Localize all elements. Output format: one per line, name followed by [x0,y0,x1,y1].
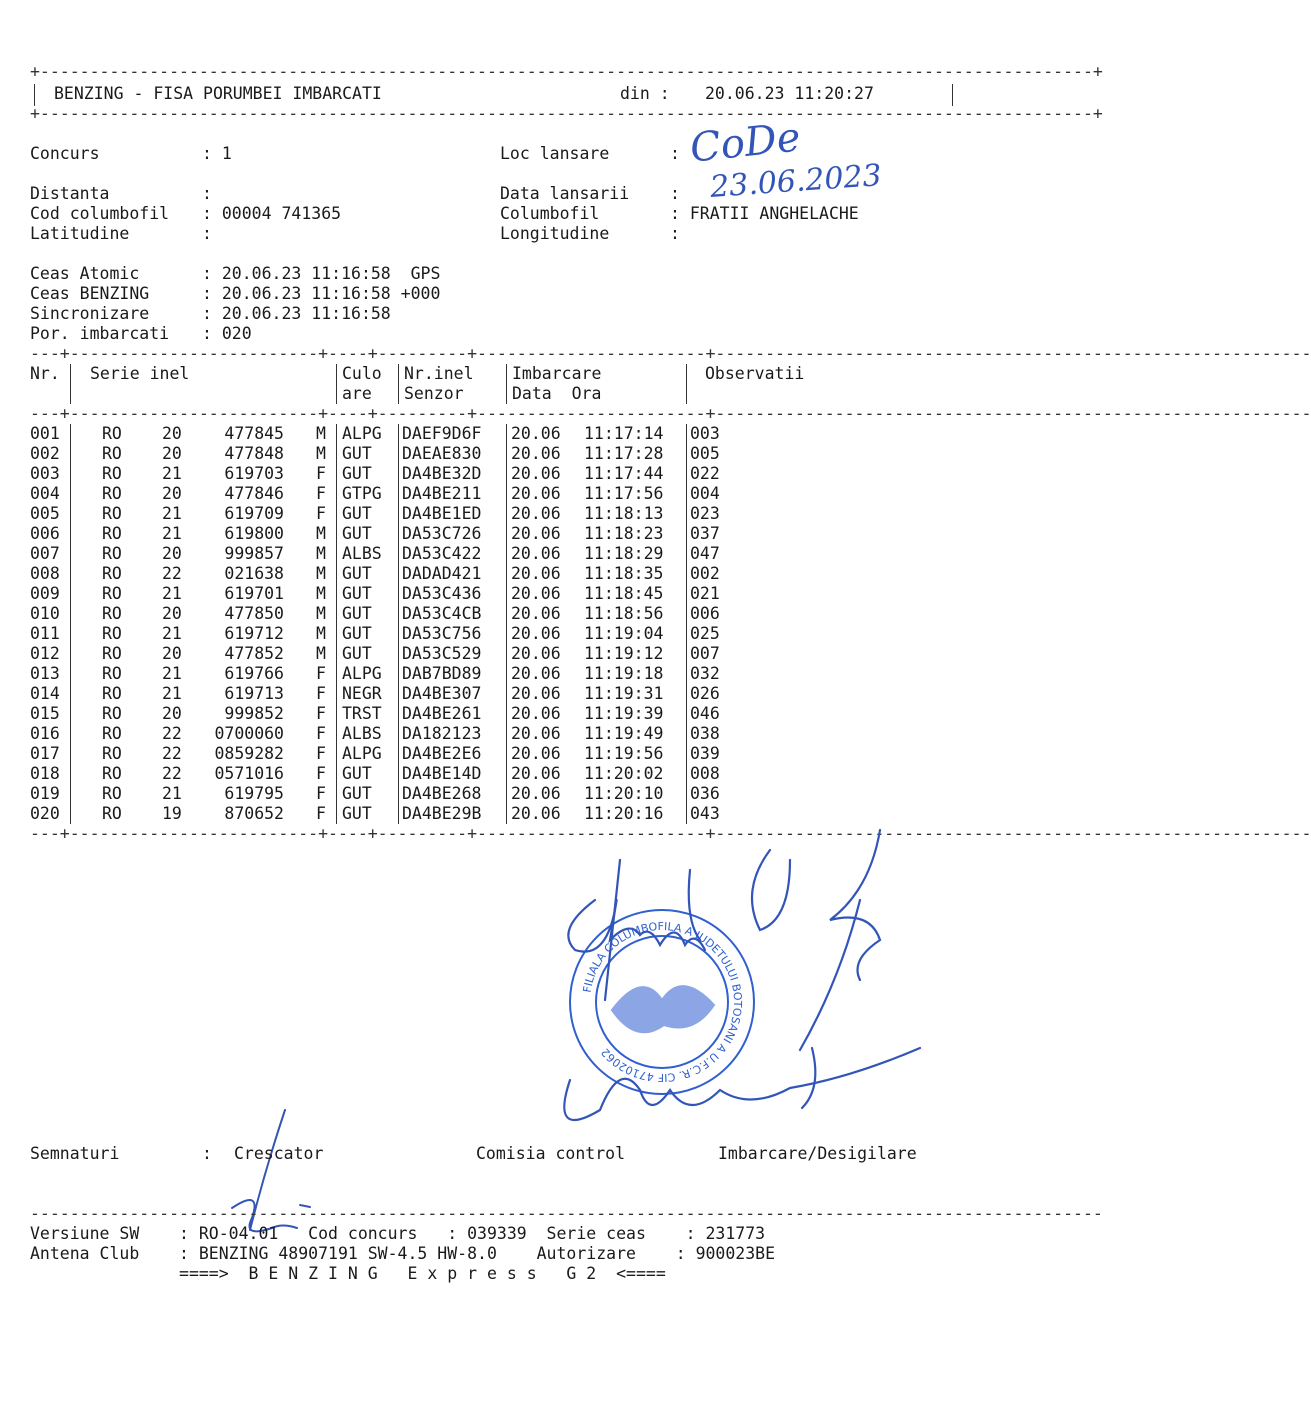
cell-inel: 477850 [224,604,284,623]
sincronizare-label: Sincronizare [30,304,150,323]
cell-senzor: DA4BE32D [402,464,482,483]
cell-tara: RO [102,444,122,463]
por-imbarcati-value: : 020 [202,324,252,343]
cell-tara: RO [102,804,122,823]
cell-obs: 043 [690,804,720,823]
cell-obs: 038 [690,724,720,743]
concurs-label: Concurs [30,144,100,163]
cell-cul: GUT [342,564,372,583]
cell-an: 19 [162,804,182,823]
concurs-value: : 1 [202,144,232,163]
cell-an: 21 [162,524,182,543]
cell-an: 20 [162,484,182,503]
cell-cul: GTPG [342,484,382,503]
cell-tara: RO [102,604,122,623]
cell-ora: 11:18:56 [584,604,664,623]
cell-senzor: DA4BE1ED [402,504,482,523]
cell-sex: M [316,644,326,663]
cell-obs: 021 [690,584,720,603]
cell-cul: GUT [342,524,372,543]
cell-ora: 11:19:04 [584,624,664,643]
stamp-dove-icon [612,986,714,1032]
por-imbarcati-label: Por. imbarcati [30,324,170,343]
cell-data: 20.06 [511,724,561,743]
cell-an: 21 [162,584,182,603]
cell-data: 20.06 [511,524,561,543]
cell-an: 21 [162,684,182,703]
cell-cul: GUT [342,584,372,603]
cell-ora: 11:19:31 [584,684,664,703]
cell-obs: 026 [690,684,720,703]
handwritten-loc-lansare: CoDe [687,114,803,172]
cell-nr: 017 [30,744,60,763]
cod-columbofil-label: Cod columbofil [30,204,170,223]
header-date-value: 20.06.23 11:20:27 [705,84,874,103]
cell-obs: 008 [690,764,720,783]
cell-an: 21 [162,464,182,483]
cell-nr: 013 [30,664,60,683]
cell-nr: 012 [30,644,60,663]
data-lansarii-label: Data lansarii [500,184,630,203]
cell-ora: 11:17:14 [584,424,664,443]
cell-tara: RO [102,664,122,683]
loc-lansare-label: Loc lansare [500,144,610,163]
cell-cul: GUT [342,444,372,463]
imbarcare-desigilare-label: Imbarcare/Desigilare [718,1144,917,1163]
cell-senzor: DA53C726 [402,524,482,543]
cell-senzor: DA4BE2E6 [402,744,482,763]
cell-senzor: DA4BE307 [402,684,482,703]
semnaturi-label: Semnaturi [30,1144,120,1163]
cell-cul: ALBS [342,724,382,743]
cell-senzor: DAEAE830 [402,444,482,463]
cell-sex: M [316,424,326,443]
cell-obs: 036 [690,784,720,803]
cell-tara: RO [102,524,122,543]
cell-cul: GUT [342,464,372,483]
cell-tara: RO [102,424,122,443]
cell-an: 22 [162,764,182,783]
handwritten-data-lansarii: 23.06.2023 [708,158,883,205]
cell-data: 20.06 [511,744,561,763]
cell-senzor: DAB7BD89 [402,664,482,683]
cell-data: 20.06 [511,804,561,823]
longitudine-value: : [670,224,680,243]
cell-tara: RO [102,764,122,783]
cell-tara: RO [102,704,122,723]
cell-senzor: DA4BE268 [402,784,482,803]
cell-data: 20.06 [511,544,561,563]
cell-an: 21 [162,504,182,523]
cell-nr: 004 [30,484,60,503]
cell-obs: 002 [690,564,720,583]
commission-signature-icon [564,830,920,1120]
cell-nr: 018 [30,764,60,783]
cell-ora: 11:20:16 [584,804,664,823]
stamp-graphic [570,910,754,1094]
cell-data: 20.06 [511,704,561,723]
distanta-label: Distanta [30,184,110,203]
cell-sex: F [316,484,326,503]
header-serie-inel: Serie inel [90,364,190,383]
cell-cul: GUT [342,784,372,803]
cell-nr: 016 [30,724,60,743]
cell-an: 20 [162,424,182,443]
cell-inel: 619712 [224,624,284,643]
header-imbarcare-1: Imbarcare [512,364,602,383]
cell-tara: RO [102,544,122,563]
cell-sex: F [316,664,326,683]
cell-data: 20.06 [511,444,561,463]
cell-sex: F [316,504,326,523]
table-rule-bottom: ---+-------------------------+----+---------+-----------------------+------------------------------------------------------------ [30,824,1311,843]
cell-ora: 11:19:49 [584,724,664,743]
cell-inel: 619766 [224,664,284,683]
cell-cul: GUT [342,764,372,783]
cell-an: 20 [162,444,182,463]
cell-senzor: DA53C529 [402,644,482,663]
cell-cul: ALBS [342,544,382,563]
cell-inel: 477846 [224,484,284,503]
cell-senzor: DA53C436 [402,584,482,603]
header-culoare-1: Culo [342,364,382,383]
cell-data: 20.06 [511,424,561,443]
cell-data: 20.06 [511,664,561,683]
cell-tara: RO [102,644,122,663]
cell-tara: RO [102,484,122,503]
columbofil-value: : FRATII ANGHELACHE [670,204,859,223]
ceas-benzing-label: Ceas BENZING [30,284,150,303]
cell-obs: 025 [690,624,720,643]
cell-nr: 011 [30,624,60,643]
cell-data: 20.06 [511,624,561,643]
cell-ora: 11:18:45 [584,584,664,603]
table-rule-header: ---+-------------------------+----+---------+-----------------------+------------------------------------------------------------ [30,404,1311,423]
cell-sex: F [316,784,326,803]
cell-ora: 11:18:35 [584,564,664,583]
cell-ora: 11:18:29 [584,544,664,563]
cell-data: 20.06 [511,604,561,623]
cell-inel: 619713 [224,684,284,703]
cell-cul: ALPG [342,744,382,763]
cell-an: 20 [162,644,182,663]
cell-inel: 021638 [224,564,284,583]
cell-inel: 0571016 [214,764,284,783]
header-imbarcare-2: Data Ora [512,384,602,403]
header-border-bottom: +----------------------------------------------------------------------------------------------------------+ [30,104,1103,123]
table-rule-top: ---+-------------------------+----+---------+-----------------------+------------------------------------------------------------ [30,344,1311,363]
cell-tara: RO [102,684,122,703]
cell-tara: RO [102,624,122,643]
cell-cul: GUT [342,644,372,663]
cell-senzor: DA182123 [402,724,482,743]
cell-ora: 11:18:23 [584,524,664,543]
cell-data: 20.06 [511,464,561,483]
cell-obs: 007 [690,644,720,663]
header-inel-2: Senzor [404,384,464,403]
cell-tara: RO [102,724,122,743]
stamp-text: FILIALA COLUMBOFILA A JUDETULUI BOTOSANI A U.F.C.R. CIF 47102062 [580,919,745,1085]
cell-obs: 046 [690,704,720,723]
cell-data: 20.06 [511,764,561,783]
cell-sex: M [316,584,326,603]
cell-ora: 11:19:39 [584,704,664,723]
cell-ora: 11:19:56 [584,744,664,763]
cell-an: 21 [162,624,182,643]
cell-inel: 999857 [224,544,284,563]
cell-inel: 619800 [224,524,284,543]
cell-data: 20.06 [511,584,561,603]
cell-inel: 619795 [224,784,284,803]
cell-sex: M [316,604,326,623]
footer-versiune-line: Versiune SW : RO-04.01 Cod concurs : 039339 Serie ceas : 231773 [30,1224,766,1243]
cell-data: 20.06 [511,684,561,703]
ceas-atomic-label: Ceas Atomic [30,264,140,283]
cell-inel: 0859282 [214,744,284,763]
cell-tara: RO [102,564,122,583]
cell-senzor: DA53C4CB [402,604,482,623]
cell-obs: 047 [690,544,720,563]
cell-senzor: DA53C422 [402,544,482,563]
cell-data: 20.06 [511,644,561,663]
cell-an: 20 [162,604,182,623]
cell-nr: 006 [30,524,60,543]
cell-obs: 023 [690,504,720,523]
footer-antena-line: Antena Club : BENZING 48907191 SW-4.5 HW-8.0 Autorizare : 900023BE [30,1244,776,1263]
cell-inel: 0700060 [214,724,284,743]
header-observatii: Observatii [705,364,805,383]
cell-data: 20.06 [511,564,561,583]
cell-ora: 11:18:13 [584,504,664,523]
cell-sex: M [316,524,326,543]
cell-senzor: DA53C756 [402,624,482,643]
cell-sex: M [316,564,326,583]
cell-nr: 008 [30,564,60,583]
cell-nr: 020 [30,804,60,823]
cell-an: 22 [162,724,182,743]
cell-sex: F [316,684,326,703]
cell-inel: 477852 [224,644,284,663]
columbofil-label: Columbofil [500,204,600,223]
cell-cul: GUT [342,604,372,623]
data-lansarii-value: : [670,184,680,203]
cell-senzor: DAEF9D6F [402,424,482,443]
distanta-value: : [202,184,212,203]
cell-nr: 005 [30,504,60,523]
ceas-atomic-value: : 20.06.23 11:16:58 GPS [202,264,441,283]
header-culoare-2: are [342,384,372,403]
cell-obs: 022 [690,464,720,483]
cell-senzor: DA4BE211 [402,484,482,503]
cell-inel: 619703 [224,464,284,483]
cell-an: 22 [162,744,182,763]
cell-cul: ALPG [342,424,382,443]
cod-columbofil-value: : 00004 741365 [202,204,342,223]
cell-sex: F [316,764,326,783]
cell-an: 20 [162,704,182,723]
cell-cul: ALPG [342,664,382,683]
cell-ora: 11:19:18 [584,664,664,683]
cell-cul: GUT [342,504,372,523]
cell-cul: GUT [342,804,372,823]
cell-data: 20.06 [511,784,561,803]
latitudine-value: : [202,224,212,243]
cell-cul: NEGR [342,684,382,703]
cell-nr: 015 [30,704,60,723]
cell-an: 20 [162,544,182,563]
cell-tara: RO [102,784,122,803]
cell-ora: 11:19:12 [584,644,664,663]
cell-senzor: DA4BE261 [402,704,482,723]
cell-nr: 009 [30,584,60,603]
cell-obs: 037 [690,524,720,543]
cell-an: 21 [162,784,182,803]
cell-sex: M [316,544,326,563]
cell-sex: M [316,444,326,463]
cell-cul: TRST [342,704,382,723]
cell-inel: 619701 [224,584,284,603]
cell-nr: 002 [30,444,60,463]
cell-an: 21 [162,664,182,683]
cell-nr: 001 [30,424,60,443]
cell-sex: F [316,744,326,763]
cell-data: 20.06 [511,504,561,523]
header-border-top: +----------------------------------------------------------------------------------------------------------+ [30,62,1103,81]
cell-senzor: DA4BE14D [402,764,482,783]
cell-nr: 014 [30,684,60,703]
cell-obs: 032 [690,664,720,683]
footer-banner: ====> B E N Z I N G E x p r e s s G 2 <==== [30,1264,666,1283]
cell-sex: F [316,724,326,743]
cell-obs: 004 [690,484,720,503]
ceas-benzing-value: : 20.06.23 11:16:58 +000 [202,284,441,303]
cell-nr: 007 [30,544,60,563]
cell-tara: RO [102,504,122,523]
sincronizare-value: : 20.06.23 11:16:58 [202,304,391,323]
cell-cul: GUT [342,624,372,643]
header-nr: Nr. [30,364,60,383]
cell-obs: 003 [690,424,720,443]
header-inel-1: Nr.inel [404,364,474,383]
cell-ora: 11:17:44 [584,464,664,483]
crescator-label: Crescator [234,1144,324,1163]
cell-tara: RO [102,744,122,763]
cell-inel: 477845 [224,424,284,443]
cell-ora: 11:20:10 [584,784,664,803]
cell-tara: RO [102,464,122,483]
cell-senzor: DADAD421 [402,564,482,583]
cell-data: 20.06 [511,484,561,503]
cell-sex: F [316,464,326,483]
cell-obs: 039 [690,744,720,763]
cell-sex: M [316,624,326,643]
latitudine-label: Latitudine [30,224,130,243]
cell-ora: 11:17:56 [584,484,664,503]
cell-inel: 619709 [224,504,284,523]
cell-sex: F [316,804,326,823]
cell-an: 22 [162,564,182,583]
comisia-control-label: Comisia control [476,1144,626,1163]
cell-sex: F [316,704,326,723]
cell-nr: 003 [30,464,60,483]
cell-inel: 477848 [224,444,284,463]
cell-ora: 11:20:02 [584,764,664,783]
semnaturi-colon: : [202,1144,212,1163]
longitudine-label: Longitudine [500,224,610,243]
cell-nr: 010 [30,604,60,623]
cell-nr: 019 [30,784,60,803]
cell-ora: 11:17:28 [584,444,664,463]
cell-obs: 005 [690,444,720,463]
cell-inel: 999852 [224,704,284,723]
cell-obs: 006 [690,604,720,623]
cell-senzor: DA4BE29B [402,804,482,823]
header-date-label: din : [620,84,670,103]
loc-lansare-value: : [670,144,680,163]
cell-inel: 870652 [224,804,284,823]
cell-tara: RO [102,584,122,603]
footer-rule: ------------------------------------------------------------------------------------------------------------ [30,1204,1103,1223]
page-title: BENZING - FISA PORUMBEI IMBARCATI [54,84,382,103]
